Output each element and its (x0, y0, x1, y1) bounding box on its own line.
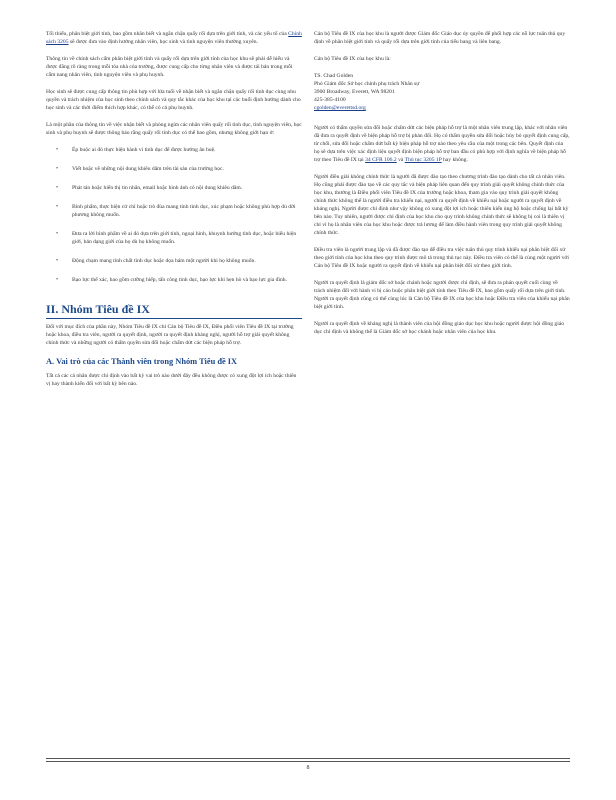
list-item: • Đưa ra lời bình phẩm về ai đó dựa trên giới tính, ngoại hình, khuynh hướng tình dục, hoặc biểu hiện giới, bản dạng giới của họ dù họ không muốn. (62, 230, 302, 246)
harassment-examples-list (46, 146, 302, 284)
paragraph-supportive-measures: Người có thẩm quyền sửa đổi hoặc chấm dứt các biện pháp hỗ trợ là một nhân viên trung lập, khác với nhân viên đã đưa ra quyết định về biện pháp hỗ trợ bị phản đối. Họ có thẩm quyền sửa đổi hoặc hủy bỏ quyết định cung cấp, từ chối, sửa đổi hoặc chấm dứt bất kỳ biện pháp hỗ trợ nào theo yêu cầu của một trong các bên. Quyết định của họ sẽ dựa trên việc xác định liệu quyết định biện pháp hỗ trợ ban đầu có phù hợp với định nghĩa về biện pháp hỗ trợ theo Tiêu đề IX tại 34 CFR 106.2 và Thủ tục 3205 1P hay không. (314, 125, 570, 163)
paragraph-harassment-intro: Là một phần của thông tin về việc nhận biết và phòng ngừa các nhân viên quấy rối tình dục, tình nguyện viên, học sinh và phụ huynh sẽ được thông báo rằng quấy rối tình dục có thể bao gồm, nhưng không giới hạn ở: (46, 122, 302, 136)
contact-name: TS. Chad Golden (314, 73, 353, 79)
page-number: 8 (306, 765, 310, 771)
paragraph-student-info: Học sinh sẽ được cung cấp thông tin phù hợp với lứa tuổi về nhận biết và ngăn chặn quấy rối tình dục cùng nhu quyền và trách nhiệm của học sinh theo chính sách và quy tắc khác của học khu tại các buổi định hướng dành cho học sinh và các thời điểm thích hợp khác, có thể có cả phụ huynh. (46, 89, 301, 111)
cfr-link[interactable]: 34 CFR 106.2 (365, 157, 397, 163)
list-item: • Bạo lực thể xác, bao gồm cưỡng hiếp, tấn công tình dục, bạo lực khi hẹn hò và bạo lực gia đình. (62, 276, 302, 284)
list-item: • Phát tán hoặc hiển thị tin nhắn, email hoặc hình ảnh có nội dung khiêu dâm. (62, 184, 302, 192)
left-column (46, 30, 302, 397)
paragraph-policy-posting: Thông tin về chính sách cấm phân biệt giới tính và quấy rối dựa trên giới tính của học khu sẽ phải dễ hiểu và được đăng rõ ràng trong mỗi tòa nhà của trường, được cung cấp cho từng nhân viên và được tái bản trong mỗi cẩm nang nhân viên, tình nguyện viên và phụ huynh. (46, 56, 293, 78)
contact-address (314, 72, 570, 112)
list-item: • Ép buộc ai đó thực hiện hành vi tình dục để được hưởng ân huệ. (62, 146, 302, 154)
paragraph-team-definition: Đối với mục đích của phần này, Nhóm Tiêu đề IX chỉ Cán bộ Tiêu đề IX, Điều phối viên Tiêu đề IX tại trường hoặc khoa, điều tra viên, người ra quyết định, người ra quyết định kháng nghị, người hỗ trợ giải quyết không chính thức và những người có thẩm quyền sửa đổi hoặc chấm dứt các biện pháp hỗ trợ. (46, 324, 294, 346)
subsection-heading: A. Vai trò của các Thành viên trong Nhóm Tiêu đề IX (46, 357, 238, 366)
paragraph-appeal-decision-maker: Người ra quyết định về kháng nghị là thành viên của hội đồng giáo dục học khu hoặc người được hội đồng giáo dục chỉ định và không thể là Giám đốc sở học chánh hoặc nhân viên của học khu. (314, 321, 565, 335)
list-item: • Động chạm mang tính chất tình dục hoặc dọa bám một người khi họ không muốn. (62, 257, 302, 265)
paragraph-decision-maker: Người ra quyết định là giám đốc sở hoặc chánh hoặc người được chỉ định, sẽ đưa ra phán quyết cuối cùng về trách nhiệm đối với hành vi bị cáo buộc phân biệt giới tính theo Tiêu đề IX, bao gồm quấy rối dựa trên giới tính. Người ra quyết định cũng có thể cùng lúc là Cán bộ Tiêu đề IX của học khu hoặc Điều tra viên của khiếu nại phân biệt giới tính. (314, 280, 570, 310)
policy-3205-link[interactable]: Chính sách 3205 (46, 31, 302, 45)
paragraph-officer-intro: Cán bộ Tiêu đề IX của học khu là: (314, 56, 391, 62)
paragraph-conflict-of-interest: Tất cả các cá nhân được chỉ định vào bất kỳ vai trò nào dưới đây đều không được có xung đột lợi ích hoặc thiên vị hay thành kiến đối với bất kỳ bên nào. (46, 372, 297, 387)
paragraph-investigator: Điều tra viên là người trung lập và đã được đào tạo để điều tra việc tuân thủ quy trình khiếu nại phân biệt đối xử theo giới tính của học khu theo quy trình được mô tả trong thủ tục này. Điều tra viên có thể là cùng một người với Cán bộ Tiêu đề IX hoặc người ra quyết định về khiếu nại phân biệt đối xử theo giới tính. (314, 247, 569, 269)
paragraph-officer-role: Cán bộ Tiêu đề IX của học khu là người được Giám đốc Giáo dục ủy quyền để phối hợp các nỗ lực tuân thủ quy định về phân biệt giới tính và quấy rối dựa trên giới tính của tiểu bang và liên bang. (314, 31, 566, 45)
list-item: • Viết hoặc vẽ những nội dung khiêu dâm trên tài sản của trường học. (62, 165, 302, 173)
contact-email-link[interactable]: cgolden@everettsd.org (314, 105, 366, 111)
list-item: • Bình phẩm, thực hiện cử chỉ hoặc trò đùa mang tính tình dục, xúc phạm hoặc không phù hợp dù dời phương không muốn. (62, 203, 302, 219)
paragraph-orientation: Tối thiểu, phân biệt giới tính, bao gồm nhân biết và ngăn chặn quấy rối dựa trên giới tính, và các yếu tố của Chính sách 3205 sẽ được đưa vào định hướng nhân viên, học sinh và tình nguyện viên thường xuyên. (46, 31, 302, 45)
procedure-3205-link[interactable]: Thủ tục 3205 1P (404, 157, 442, 163)
contact-phone: 425-385-4100 (314, 97, 346, 103)
footer-divider (46, 761, 570, 762)
paragraph-informal-facilitator: Người điều giải không chính thức là người đã được đào tạo theo chương trình đào tạo dành cho tất cả nhân viên. Họ cũng phải được đào tạo về các quy tắc và biện pháp liên quan đến quy trình giải quyết không chính thức của học khu, thường là Điều phối viên Tiêu đề IX của trường hoặc khoa, tham gia vào quy trình giải quyết không chính thức không thể là người điều tra khiếu nại, người ra quyết định về khiếu nại hoặc người ra quyết định về kháng nghị. Người được chỉ định như vậy không có xung đột lợi ích hoặc thiên kiến ủng hộ hoặc chống lại bất kỳ bên nào. Tuy nhiên, người được chỉ định của học khu cho quy trình không chính thức sẽ không bị coi là thiên vị chỉ vì họ là nhân viên của học khu hoặc được trả lương để làm điều hành viên trong quy trình giải quyết không chính thức. (314, 174, 569, 236)
footer-divider (46, 758, 570, 759)
contact-street: 3900 Broadway, Everett, WA 98201 (314, 89, 395, 95)
right-column (314, 30, 570, 345)
contact-title: Phó Giám đốc Sở học chính phụ trách Nhân sự (314, 81, 420, 87)
section-heading: II. Nhóm Tiêu đề IX (46, 302, 302, 319)
